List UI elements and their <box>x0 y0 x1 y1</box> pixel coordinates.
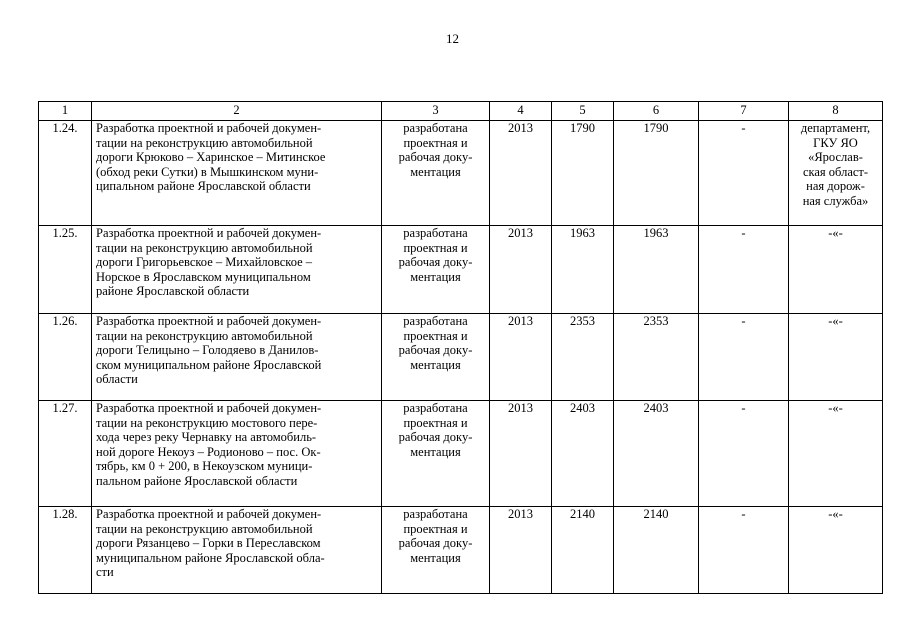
measures-table <box>38 101 883 594</box>
item-responsible: департамент, ГКУ ЯО «Ярослав- ская област- ная дорож- ная служба» <box>789 121 883 226</box>
item-responsible: -«- <box>789 401 883 507</box>
item-value-col5: 1963 <box>552 226 614 314</box>
item-year: 2013 <box>490 226 552 314</box>
item-result: разработана проектная и рабочая доку- ментация <box>382 226 490 314</box>
item-description: Разработка проектной и рабочей докумен- тации на реконструкцию автомобильной дороги Телицыно – Голодяево в Данилов- ском муниципальном районе Ярославской области <box>92 314 382 401</box>
item-value-col5: 2140 <box>552 507 614 594</box>
item-value-col6: 2353 <box>614 314 699 401</box>
table-row <box>39 121 883 226</box>
column-header: 8 <box>789 102 883 121</box>
column-header: 7 <box>699 102 789 121</box>
item-number: 1.27. <box>39 401 92 507</box>
column-header: 2 <box>92 102 382 121</box>
item-value-col7: - <box>699 507 789 594</box>
column-header: 6 <box>614 102 699 121</box>
item-year: 2013 <box>490 401 552 507</box>
table-row <box>39 401 883 507</box>
item-value-col5: 2403 <box>552 401 614 507</box>
page-number: 12 <box>446 31 459 46</box>
item-responsible: -«- <box>789 226 883 314</box>
item-value-col7: - <box>699 401 789 507</box>
item-result: разработана проектная и рабочая доку- ментация <box>382 507 490 594</box>
table-row <box>39 314 883 401</box>
item-year: 2013 <box>490 507 552 594</box>
item-description: Разработка проектной и рабочей докумен- тации на реконструкцию автомобильной дороги Крюково – Харинское – Митинское (обход реки Сутки) в Мышкинском муни- ципальном районе Ярославской области <box>92 121 382 226</box>
column-header: 3 <box>382 102 490 121</box>
item-number: 1.24. <box>39 121 92 226</box>
item-value-col6: 1963 <box>614 226 699 314</box>
item-value-col6: 1790 <box>614 121 699 226</box>
item-number: 1.28. <box>39 507 92 594</box>
item-result: разработана проектная и рабочая доку- ментация <box>382 401 490 507</box>
item-value-col6: 2140 <box>614 507 699 594</box>
item-year: 2013 <box>490 314 552 401</box>
item-result: разработана проектная и рабочая доку- ментация <box>382 314 490 401</box>
column-header: 4 <box>490 102 552 121</box>
item-year: 2013 <box>490 121 552 226</box>
item-description: Разработка проектной и рабочей докумен- тации на реконструкцию автомобильной дороги Рязанцево – Горки в Переславском муниципальном районе Ярославской обла- сти <box>92 507 382 594</box>
item-result: разработана проектная и рабочая доку- ментация <box>382 121 490 226</box>
item-value-col5: 2353 <box>552 314 614 401</box>
item-value-col7: - <box>699 314 789 401</box>
item-value-col6: 2403 <box>614 401 699 507</box>
column-header: 1 <box>39 102 92 121</box>
header-row <box>39 102 883 121</box>
column-header: 5 <box>552 102 614 121</box>
item-value-col5: 1790 <box>552 121 614 226</box>
item-value-col7: - <box>699 226 789 314</box>
table-row <box>39 226 883 314</box>
item-responsible: -«- <box>789 507 883 594</box>
item-number: 1.26. <box>39 314 92 401</box>
item-value-col7: - <box>699 121 789 226</box>
item-description: Разработка проектной и рабочей докумен- тации на реконструкцию автомобильной дороги Григорьевское – Михайловское – Норское в Ярославском муниципальном районе Ярославской области <box>92 226 382 314</box>
item-responsible: -«- <box>789 314 883 401</box>
table-row <box>39 507 883 594</box>
item-number: 1.25. <box>39 226 92 314</box>
item-description: Разработка проектной и рабочей докумен- тации на реконструкцию мостового пере- хода через реку Чернавку на автомобиль- ной дороге Некоуз – Родионово – пос. Ок- тябрь, км 0 + 200, в Некоузском муници- пальном районе Ярославской области <box>92 401 382 507</box>
